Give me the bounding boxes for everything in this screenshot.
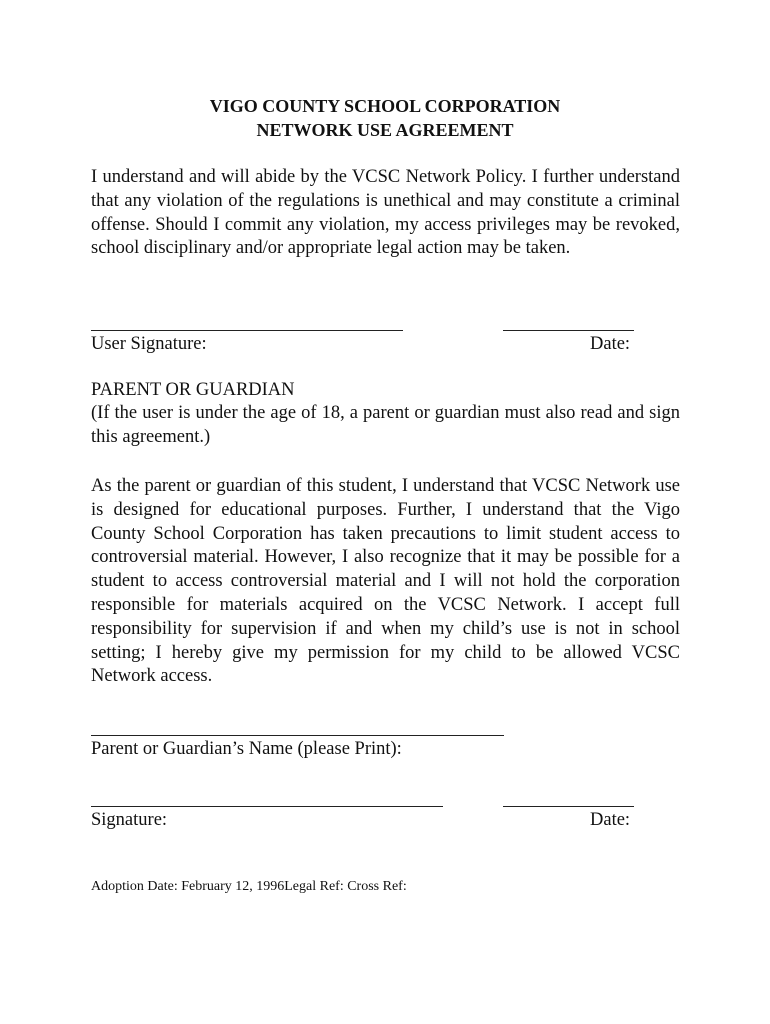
parent-statement-paragraph: As the parent or guardian of this student, I understand that VCSC Network use is designed for educational purposes. Further, I understand that the Vigo County School Corporation has taken precautions to limit student access to controversial material. However, I also recognize that it may be possible for a student to access controversial material and I will not hold the corporation responsible for materials acquired on the VCSC Network. I accept full responsibility for supervision if and when my child’s use is not in school setting; I hereby give my permission for my child to be allowed VCSC Network access. [91,476,680,687]
parent-signature-label: Signature: [91,810,168,830]
parent-name-line [91,735,504,736]
document-title-line1: VIGO COUNTY SCHOOL CORPORATION [209,96,561,116]
parent-date-label: Date: [590,810,631,830]
user-signature-line [91,330,403,331]
document-title-line2: NETWORK USE AGREEMENT [256,120,514,140]
parent-guardian-note: (If the user is under the age of 18, a parent or guardian must also read and sign this agreement.) [91,403,680,447]
user-statement-paragraph: I understand and will abide by the VCSC Network Policy. I further understand that any violation of the regulations is unethical and may constitute a criminal offense. Should I commit any violation, my access privileges may be revoked, school disciplinary and/or appropriate legal action may be taken. [91,167,680,259]
parent-signature-line [91,806,443,807]
user-date-line [503,330,634,331]
user-date-label: Date: [590,334,631,354]
parent-guardian-heading: PARENT OR GUARDIAN [91,380,295,400]
parent-name-label: Parent or Guardian’s Name (please Print): [91,739,402,759]
user-signature-label: User Signature: [91,334,207,354]
adoption-footer: Adoption Date: February 12, 1996Legal Ref: Cross Ref: [91,879,407,894]
parent-date-line [503,806,634,807]
